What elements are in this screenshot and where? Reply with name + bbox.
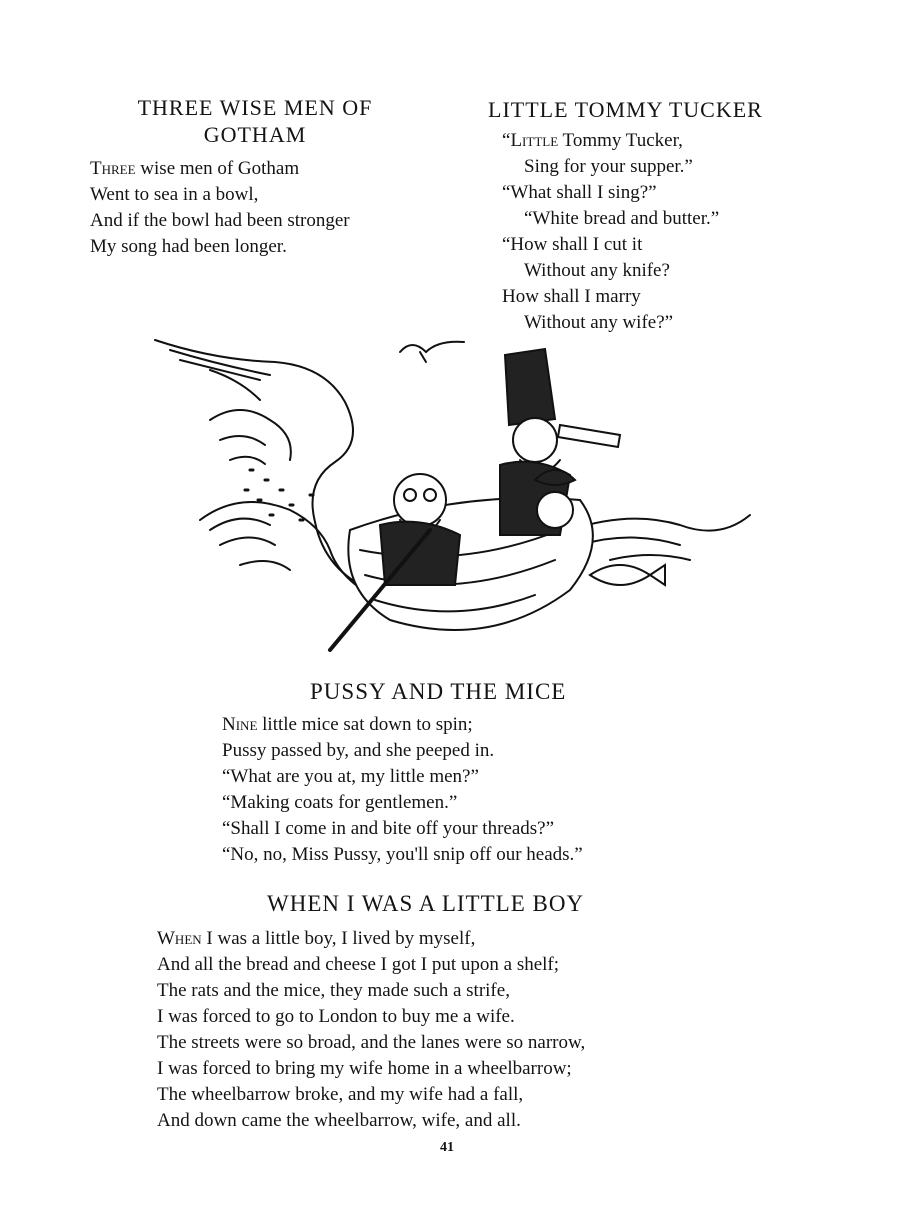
verse-line: “What are you at, my little men?” xyxy=(222,766,479,787)
title-line: THREE WISE MEN OF xyxy=(137,95,373,120)
poem-title: PUSSY AND THE MICE xyxy=(310,679,567,704)
verse-line: The rats and the mice, they made such a strife, xyxy=(157,980,510,1001)
wise-man-head xyxy=(394,474,446,526)
verse-line xyxy=(502,128,818,154)
verse-line xyxy=(222,712,692,738)
verse-line: Without any knife? xyxy=(524,260,670,281)
verse-line xyxy=(90,156,420,182)
verse-line: I was forced to go to London to buy me a wife. xyxy=(157,1006,515,1027)
quote-mark: “ xyxy=(502,130,511,151)
wave xyxy=(570,515,750,531)
verse-line: And all the bread and cheese I got I put upon a shelf; xyxy=(157,954,560,975)
verse-line: I was forced to bring my wife home in a wheelbarrow; xyxy=(157,1058,572,1079)
poem-little-tommy-tucker xyxy=(488,96,818,336)
verse-line: Went to sea in a bowl, xyxy=(90,184,259,205)
poem-pussy-and-the-mice xyxy=(222,678,692,868)
poem-when-i-was-a-little-boy xyxy=(157,890,717,1134)
drop-word: Little xyxy=(510,130,559,151)
wise-man-head xyxy=(513,418,557,462)
drop-word: Nine xyxy=(222,714,258,735)
title-line: GOTHAM xyxy=(203,122,307,147)
wave xyxy=(155,340,375,592)
verse-text: wise men of Gotham xyxy=(135,158,300,179)
verse-line: Sing for your supper.” xyxy=(524,156,693,177)
verse-line: Pussy passed by, and she peeped in. xyxy=(222,740,495,761)
verse-line: How shall I marry xyxy=(502,286,641,307)
verse-line: The wheelbarrow broke, and my wife had a fall, xyxy=(157,1084,524,1105)
poem-title xyxy=(90,94,420,148)
drop-word: Three xyxy=(90,158,136,179)
verse-line: “White bread and butter.” xyxy=(524,208,720,229)
tall-hat xyxy=(505,349,555,425)
drop-word: When xyxy=(157,928,202,949)
verse-text: Tommy Tucker, xyxy=(558,130,683,151)
verse-line: And down came the wheelbarrow, wife, and all. xyxy=(157,1110,521,1131)
poem-title: WHEN I WAS A LITTLE BOY xyxy=(267,891,585,916)
poem-three-wise-men xyxy=(90,94,420,260)
verse-text: I was a little boy, I lived by myself, xyxy=(201,928,476,949)
fish xyxy=(590,565,665,585)
seagull-icon xyxy=(400,342,464,362)
verse-line: My song had been longer. xyxy=(90,236,287,257)
verse-line: “No, no, Miss Pussy, you'll snip off our heads.” xyxy=(222,844,583,865)
verse-text: little mice sat down to spin; xyxy=(257,714,473,735)
verse-line: Without any wife?” xyxy=(524,312,674,333)
verse-line: “Shall I come in and bite off your threads?” xyxy=(222,818,555,839)
spyglass xyxy=(558,425,620,447)
wise-man-head xyxy=(537,492,573,528)
poem-title: LITTLE TOMMY TUCKER xyxy=(488,97,763,122)
verse-line: The streets were so broad, and the lanes were so narrow, xyxy=(157,1032,586,1053)
verse-line: And if the bowl had been stronger xyxy=(90,210,350,231)
page-number: 41 xyxy=(440,1140,454,1155)
verse-line: “What shall I sing?” xyxy=(502,182,657,203)
verse-line xyxy=(157,926,717,952)
wise-men-in-bowl-illustration xyxy=(150,330,760,660)
verse-line: “How shall I cut it xyxy=(502,234,643,255)
verse-line: “Making coats for gentlemen.” xyxy=(222,792,458,813)
